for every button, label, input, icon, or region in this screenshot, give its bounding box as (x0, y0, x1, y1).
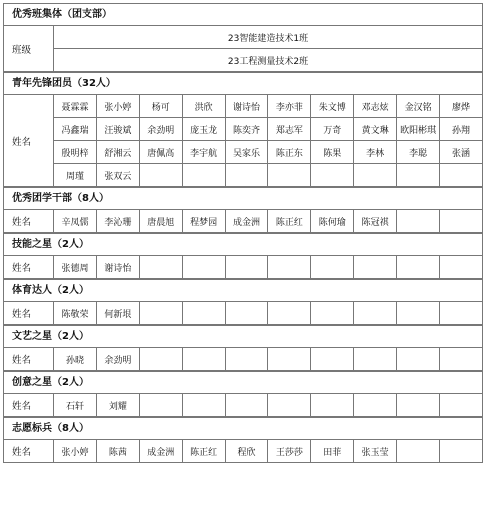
name-cell: 辛凤儒 (54, 210, 97, 233)
name-cell (354, 348, 397, 371)
name-cell: 洪欣 (182, 95, 225, 118)
name-cell: 王莎莎 (268, 440, 311, 463)
name-cell (182, 394, 225, 417)
skill-table (3, 255, 483, 279)
name-cell: 李林 (354, 141, 397, 164)
name-cell (225, 164, 268, 187)
name-cell (440, 440, 483, 463)
name-cell: 谢诗怡 (96, 256, 139, 279)
name-cell: 吴家乐 (225, 141, 268, 164)
name-cell: 唐晨旭 (139, 210, 182, 233)
name-cell: 程欣 (225, 440, 268, 463)
section-title-creative: 创意之星（2人） (3, 371, 483, 393)
name-cell (440, 394, 483, 417)
name-cell (440, 302, 483, 325)
section-title-youth: 青年先锋团员（32人） (3, 72, 483, 94)
creative-label: 姓名 (4, 394, 54, 417)
name-cell (225, 394, 268, 417)
name-cell: 谢诗怡 (225, 95, 268, 118)
name-cell: 庞玉龙 (182, 118, 225, 141)
section-title-sports: 体育达人（2人） (3, 279, 483, 301)
name-cell: 张涵 (440, 141, 483, 164)
cadre-table (3, 209, 483, 233)
name-cell: 杨可 (139, 95, 182, 118)
name-cell: 张小婷 (54, 440, 97, 463)
name-cell (397, 256, 440, 279)
sports-label: 姓名 (4, 302, 54, 325)
name-cell: 张双云 (96, 164, 139, 187)
name-cell: 张德周 (54, 256, 97, 279)
name-cell: 陈茜 (96, 440, 139, 463)
name-cell (268, 394, 311, 417)
name-cell (182, 348, 225, 371)
youth-label: 姓名 (4, 95, 54, 187)
skill-label: 姓名 (4, 256, 54, 279)
name-cell (397, 164, 440, 187)
name-cell (139, 394, 182, 417)
name-cell: 陈正东 (268, 141, 311, 164)
name-cell: 张玉莹 (354, 440, 397, 463)
name-cell: 朱文博 (311, 95, 354, 118)
name-cell (139, 256, 182, 279)
name-cell: 刘耀 (96, 394, 139, 417)
name-cell (397, 302, 440, 325)
name-cell (268, 348, 311, 371)
name-cell: 陈何瑜 (311, 210, 354, 233)
class-table (3, 25, 483, 72)
arts-table (3, 347, 483, 371)
name-cell (225, 348, 268, 371)
arts-label: 姓名 (4, 348, 54, 371)
name-cell: 周瑾 (54, 164, 97, 187)
section-title-volunteer: 志愿标兵（8人） (3, 417, 483, 439)
name-cell (311, 302, 354, 325)
name-cell (354, 302, 397, 325)
name-cell: 孙翔 (440, 118, 483, 141)
section-title-cadre: 优秀团学干部（8人） (3, 187, 483, 209)
award-sheet (3, 3, 483, 463)
name-cell: 欧阳彬琪 (397, 118, 440, 141)
section-title-arts: 文艺之星（2人） (3, 325, 483, 347)
name-cell: 廖烨 (440, 95, 483, 118)
name-cell: 冯鑫瑞 (54, 118, 97, 141)
name-cell: 余劲明 (96, 348, 139, 371)
name-cell: 万奇 (311, 118, 354, 141)
name-cell (311, 394, 354, 417)
name-cell (397, 210, 440, 233)
class-row: 23工程测量技术2班 (54, 49, 483, 72)
name-cell (440, 348, 483, 371)
name-cell (354, 394, 397, 417)
name-cell: 邓志炫 (354, 95, 397, 118)
name-cell (354, 164, 397, 187)
name-cell: 陈正红 (268, 210, 311, 233)
name-cell (268, 256, 311, 279)
volunteer-table (3, 439, 483, 463)
name-cell (182, 256, 225, 279)
name-cell: 李沁珊 (96, 210, 139, 233)
name-cell (354, 256, 397, 279)
name-cell: 陈冠祺 (354, 210, 397, 233)
name-cell: 何新垠 (96, 302, 139, 325)
volunteer-label: 姓名 (4, 440, 54, 463)
cadre-label: 姓名 (4, 210, 54, 233)
name-cell: 张小婷 (96, 95, 139, 118)
name-cell: 石轩 (54, 394, 97, 417)
section-title-class: 优秀班集体（团支部） (3, 3, 483, 25)
name-cell: 程梦园 (182, 210, 225, 233)
name-cell: 殷明梓 (54, 141, 97, 164)
name-cell (311, 348, 354, 371)
name-cell: 李亦菲 (268, 95, 311, 118)
name-cell (397, 440, 440, 463)
name-cell: 郑志军 (268, 118, 311, 141)
name-cell (268, 164, 311, 187)
name-cell: 成金洲 (139, 440, 182, 463)
name-cell (225, 256, 268, 279)
class-row: 23智能建造技术1班 (54, 26, 483, 49)
name-cell (225, 302, 268, 325)
name-cell: 汪骏斌 (96, 118, 139, 141)
name-cell: 李聪 (397, 141, 440, 164)
name-cell (397, 348, 440, 371)
name-cell: 陈正红 (182, 440, 225, 463)
name-cell (311, 164, 354, 187)
name-cell: 李宇航 (182, 141, 225, 164)
name-cell (182, 164, 225, 187)
name-cell: 陈果 (311, 141, 354, 164)
youth-table (3, 94, 483, 187)
sports-table (3, 301, 483, 325)
name-cell: 孙晓 (54, 348, 97, 371)
name-cell (139, 348, 182, 371)
name-cell (311, 256, 354, 279)
name-cell: 聂霖霖 (54, 95, 97, 118)
name-cell: 舒湘云 (96, 141, 139, 164)
name-cell: 金汉铭 (397, 95, 440, 118)
creative-table (3, 393, 483, 417)
name-cell (139, 302, 182, 325)
name-cell (440, 164, 483, 187)
name-cell (440, 256, 483, 279)
class-label: 班级 (4, 26, 54, 72)
name-cell (268, 302, 311, 325)
name-cell: 余劲明 (139, 118, 182, 141)
section-title-skill: 技能之星（2人） (3, 233, 483, 255)
name-cell: 黄文琳 (354, 118, 397, 141)
name-cell: 田菲 (311, 440, 354, 463)
name-cell (182, 302, 225, 325)
name-cell: 陈奕齐 (225, 118, 268, 141)
name-cell (440, 210, 483, 233)
name-cell (139, 164, 182, 187)
name-cell: 唐佩高 (139, 141, 182, 164)
name-cell: 陈敬荣 (54, 302, 97, 325)
name-cell (397, 394, 440, 417)
name-cell: 成金洲 (225, 210, 268, 233)
